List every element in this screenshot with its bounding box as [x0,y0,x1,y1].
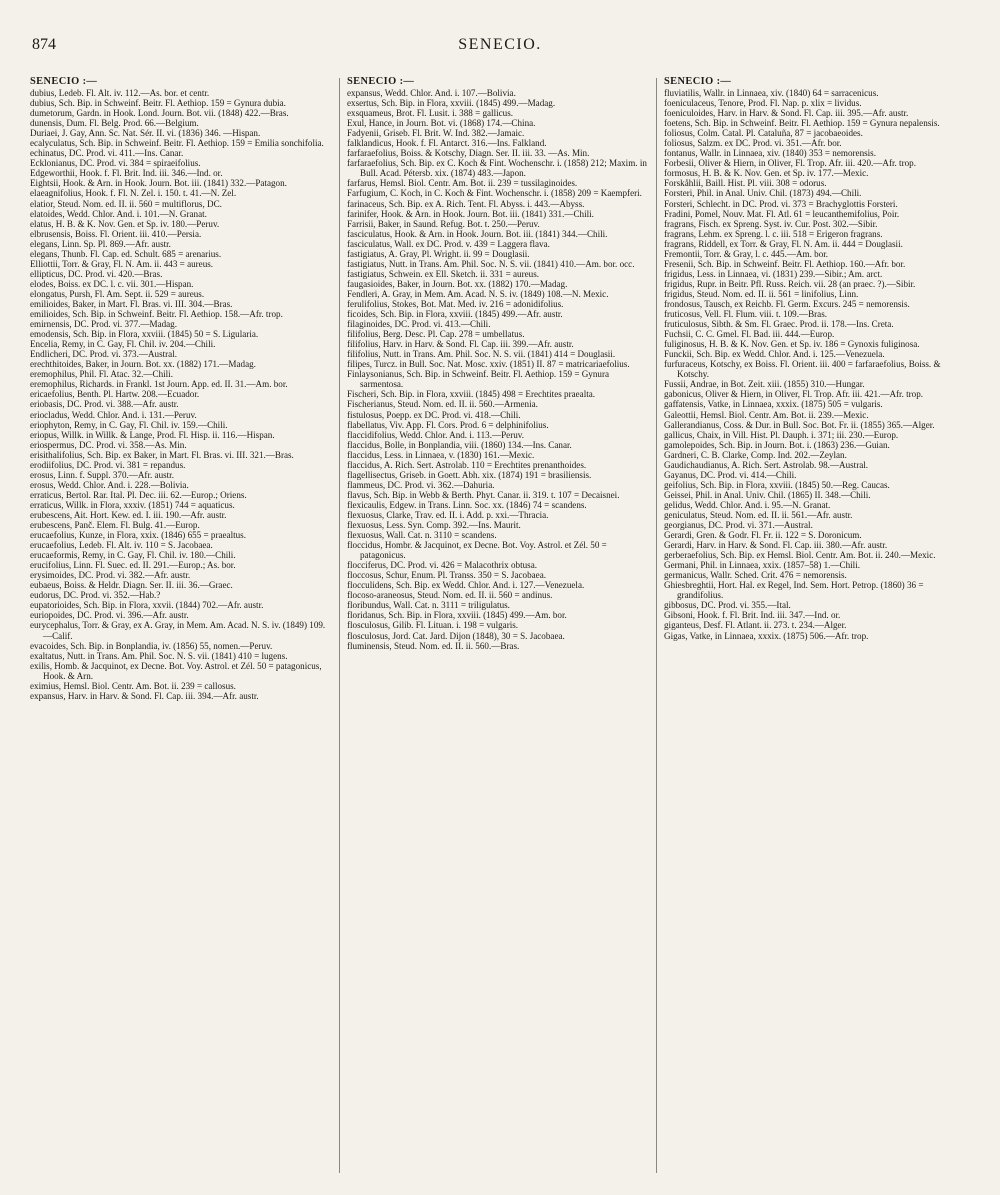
index-entry: fragrans, Riddell, ex Torr. & Gray, Fl. N. Am. ii. 444 = Douglasii. [664,238,903,249]
index-entry: Exul, Hance, in Journ. Bot. vi. (1868) 174.—China. [347,118,536,129]
index-entry: Eightsii, Hook. & Arn. in Hook. Journ. Bot. iii. (1841) 332.—Patagon. [30,178,287,189]
index-entry: gerberaefolius, Sch. Bip. ex Hemsl. Biol. Centr. Am. Bot. ii. 240.—Mexic. [664,550,936,561]
index-entry: Forsteri, Schlecht. in DC. Prod. vi. 373 = Brachyglottis Forsteri. [664,198,898,209]
index-entry: Endlicheri, DC. Prod. vi. 373.—Austral. [30,349,178,360]
index-columns [30,76,970,1181]
index-entry: foetens, Sch. Bip. in Schweinf. Beitr. Fl. Aethiop. 159 = Gynura nepalensis. [664,118,940,129]
index-entry: frondosus, Tausch, ex Reichb. Fl. Germ. Excurs. 245 = nemorensis. [664,298,910,309]
index-entry: fasciculatus, Wall. ex DC. Prod. v. 439 = Laggera flava. [347,238,550,249]
index-entry: fastigiatus, Schwein. ex Ell. Sketch. ii. 331 = aureus. [347,268,540,279]
index-entry: erucaefolius, Ledeb. Fl. Alt. iv. 110 = S. Jacobaea. [30,540,213,551]
index-entry: Farfugium, C. Koch, in C. Koch & Fint. Wochenschr. i. (1858) 209 = Kaempferi. [347,188,642,199]
index-entry: Edgeworthii, Hook. f. Fl. Brit. Ind. iii. 346.—Ind. or. [30,168,223,179]
index-entry: flexicaulis, Edgew. in Trans. Linn. Soc. xx. (1846) 74 = scandens. [347,499,587,510]
index-entry: elegans, Linn. Sp. Pl. 869.—Afr. austr. [30,238,171,249]
index-entry: erubescens, Ait. Hort. Kew. ed. I. iii. 190.—Afr. austr. [30,509,227,520]
index-entry: exaltatus, Nutt. in Trans. Am. Phil. Soc. N. S. vii. (1841) 410 = lugens. [30,650,288,661]
index-entry: erosus, Wedd. Chlor. And. i. 228.—Bolivia. [30,479,189,490]
index-entry: emilioides, Sch. Bip. in Schweinf. Beitr. Fl. Aethiop. 158.—Afr. trop. [30,309,283,320]
index-entry: frigidus, Less. in Linnaea, vi. (1831) 239.—Sibir.; Am. arct. [664,268,883,279]
index-entry: faugasioides, Baker, in Journ. Bot. xx. (1882) 170.—Madag. [347,278,568,289]
index-entry: flexuosus, Clarke, Trav. ed. II. i. Add. p. xxi.—Thracia. [347,509,549,520]
index-entry: foeniculaceus, Tenore, Prod. Fl. Nap. p. xlix = lividus. [664,98,862,109]
index-entry: Galeottii, Hemsl. Biol. Centr. Am. Bot. ii. 239.—Mexic. [664,409,869,420]
index-entry: Encelia, Remy, in C. Gay, Fl. Chil. iv. 204.—Chili. [30,339,216,350]
index-entry: eriopus, Willk. in Willk. & Lange, Prod. Fl. Hisp. ii. 116.—Hispan. [30,429,275,440]
index-entry: dubius, Sch. Bip. in Schweinf. Beitr. Fl. Aethiop. 159 = Gynura dubia. [30,98,286,109]
index-entry: filifolius, Nutt. in Trans. Am. Phil. Soc. N. S. vii. (1841) 414 = Douglasii. [347,349,616,360]
index-entry: elatior, Steud. Nom. ed. II. ii. 560 = multiflorus, DC. [30,198,222,209]
index-entry: flabellatus, Viv. App. Fl. Cors. Prod. 6 = delphinifolius. [347,419,549,430]
column-divider [339,78,340,1173]
index-entry: eriospermus, DC. Prod. vi. 358.—As. Min. [30,439,187,450]
column-3 [664,76,964,1181]
column-1 [30,76,330,1181]
index-entry: foliosus, Salzm. ex DC. Prod. vi. 351.—Afr. bor. [664,138,842,149]
index-entry: farinaceus, Sch. Bip. ex A. Rich. Tent. Fl. Abyss. i. 443.—Abyss. [347,198,585,209]
index-entry: Forsteri, Phil. in Anal. Univ. Chil. (1873) 494.—Chili. [664,188,862,199]
index-entry: filipes, Turcz. in Bull. Soc. Nat. Mosc. xxiv. (1851) II. 87 = matricariaefolius. [347,359,630,370]
index-entry: exilis, Homb. & Jacquinot, ex Decne. Bot. Voy. Astrol. et Zél. 50 = patagonicus, Hook. & Arn. [30,660,322,681]
index-entry: fontanus, Wallr. in Linnaea, xiv. (1840) 353 = nemorensis. [664,148,876,159]
index-entry: elodes, Boiss. ex DC. l. c. vii. 301.—Hispan. [30,278,194,289]
index-entry: Ecklonianus, DC. Prod. vi. 384 = spiraeifolius. [30,158,201,169]
index-entry: Farrisii, Baker, in Saund. Refug. Bot. t. 250.—Peruv. [347,218,540,229]
index-entry: fluminensis, Steud. Nom. ed. II. ii. 560.—Bras. [347,640,520,651]
index-entry: gamolepoides, Sch. Bip. in Journ. Bot. i. (1863) 236.—Guian. [664,439,890,450]
index-entry: flammeus, DC. Prod. vi. 362.—Dahuria. [347,479,495,490]
index-entry: Gayanus, DC. Prod. vi. 414.—Chili. [664,469,797,480]
index-entry: gelidus, Wedd. Chlor. And. i. 95.—N. Granat. [664,499,831,510]
index-entry: foliosus, Colm. Catal. Pl. Cataluña, 87 = jacobaeoides. [664,128,863,139]
index-entry: ericaefolius, Benth. Pl. Hartw. 208.—Ecuador. [30,389,200,400]
index-entry: dunensis, Dum. Fl. Belg. Prod. 66.—Belgium. [30,118,199,129]
index-entry: Fremontii, Torr. & Gray, l. c. 445.—Am. bor. [664,248,829,259]
index-entry: erodiifolius, DC. Prod. vi. 381 = repandus. [30,459,186,470]
index-entry: Forskåhlii, Baill. Hist. Pl. viii. 308 = odorus. [664,178,827,189]
index-entry: ecalyculatus, Sch. Bip. in Schweinf. Beitr. Fl. Aethiop. 159 = Emilia sonchifolia. [30,138,324,149]
index-entry: eriobasis, DC. Prod. vi. 388.—Afr. austr. [30,399,179,410]
index-entry: fluviatilis, Wallr. in Linnaea, xiv. (1840) 64 = sarracenicus. [664,88,879,98]
index-entry: Fendleri, A. Gray, in Mem. Am. Acad. N. S. iv. (1849) 108.—N. Mexic. [347,288,609,299]
index-entry: flocciferus, DC. Prod. vi. 426 = Malacothrix obtusa. [347,560,538,571]
index-entry: eremophilus, Richards. in Frankl. 1st Journ. App. ed. II. 31.—Am. bor. [30,379,288,390]
index-entry: giganteus, Desf. Fl. Atlant. ii. 273. t. 234.—Alger. [664,620,847,631]
index-entry: dumetorum, Gardn. in Hook. Lond. Journ. Bot. vii. (1848) 422.—Bras. [30,108,289,119]
page-number: 874 [32,36,56,53]
index-entry: eximius, Hemsl. Biol. Centr. Am. Bot. ii. 239 = callosus. [30,680,236,691]
index-entry: farfarus, Hemsl. Biol. Centr. Am. Bot. ii. 239 = tussilaginoides. [347,178,578,189]
index-entry: elaeagnifolius, Hook. f. Fl. N. Zel. i. 150. t. 41.—N. Zel. [30,188,237,199]
index-entry: flaccidus, Bolle, in Bonplandia, viii. (1860) 134.—Ins. Canar. [347,439,572,450]
index-entry: ficoides, Sch. Bip. in Flora, xxviii. (1845) 499.—Afr. austr. [347,309,563,320]
index-entry: floccidus, Hombr. & Jacquinot, ex Decne. Bot. Voy. Astrol. et Zél. 50 = patagonicus. [347,540,607,561]
index-entry: erraticus, Willk. in Flora, xxxiv. (1851) 744 = aquaticus. [30,499,235,510]
index-entry: gallicus, Chaix, in Vill. Hist. Pl. Dauph. i. 371; iii. 230.—Europ. [664,429,899,440]
index-entry: Gardneri, C. B. Clarke, Comp. Ind. 202.—Zeylan. [664,449,847,460]
index-entry: gabonicus, Oliver & Hiern, in Oliver, Fl. Trop. Afr. iii. 421.—Afr. trop. [664,389,924,400]
index-entry: erubescens, Panč. Elem. Fl. Bulg. 41.—Europ. [30,520,200,531]
index-entry: furfuraceus, Kotschy, ex Boiss. Fl. Orient. iii. 400 = farfaraefolius, Boiss. & Kotschy. [664,359,941,380]
index-entry: Gerardi, Gren. & Godr. Fl. Fr. ii. 122 = S. Doronicum. [664,530,862,541]
index-entry: euriopoides, DC. Prod. vi. 396.—Afr. austr. [30,610,189,621]
index-entry: Funckii, Sch. Bip. ex Wedd. Chlor. And. i. 125.—Venezuela. [664,349,885,360]
index-entry: eurycephalus, Torr. & Gray, ex A. Gray, in Mem. Am. Acad. N. S. iv. (1849) 109.—Calif. [30,620,326,641]
index-entry: elatoides, Wedd. Chlor. And. i. 101.—N. Granat. [30,208,207,219]
index-entry: Geissei, Phil. in Anal. Univ. Chil. (1865) II. 348.—Chili. [664,489,871,500]
index-entry: Duriaei, J. Gay, Ann. Sc. Nat. Sér. II. vi. (1836) 346. —Hispan. [30,128,261,139]
index-entry: Fischeri, Sch. Bip. in Flora, xxviii. (1845) 498 = Erechtites praealta. [347,389,596,400]
index-entry: falklandicus, Hook. f. Fl. Antarct. 316.—Ins. Falkland. [347,138,547,149]
index-entry: foeniculoides, Harv. in Harv. & Sond. Fl. Cap. iii. 395.—Afr. austr. [664,108,909,119]
index-entry: elbrusensis, Boiss. Fl. Orient. iii. 410.—Persia. [30,228,202,239]
index-entry: gibbosus, DC. Prod. vi. 355.—Ital. [664,600,791,611]
index-entry: eriocladus, Wedd. Chlor. And. i. 131.—Peruv. [30,409,197,420]
index-entry: Gaudichaudianus, A. Rich. Sert. Astrolab. 98.—Austral. [664,459,869,470]
index-entry: erosus, Linn. f. Suppl. 370.—Afr. austr. [30,469,174,480]
index-entry: eupatorioides, Sch. Bip. in Flora, xxvii. (1844) 702.—Afr. austr. [30,600,264,611]
index-entry: farinifer, Hook. & Arn. in Hook. Journ. Bot. iii. (1841) 331.—Chili. [347,208,594,219]
index-entry: erucaefolius, Kunze, in Flora, xxix. (1846) 655 = praealtus. [30,530,246,541]
index-entry: Elliottii, Torr. & Gray, Fl. N. Am. ii. 443 = aureus. [30,258,214,269]
index-entry: fistulosus, Poepp. ex DC. Prod. vi. 418.—Chili. [347,409,521,420]
index-entry: floribundus, Wall. Cat. n. 3111 = triligulatus. [347,600,510,611]
index-entry: expansus, Harv. in Harv. & Sond. Fl. Cap. iii. 394.—Afr. austr. [30,690,259,701]
column-heading: SENECIO :— [30,76,98,87]
index-entry: georgianus, DC. Prod. vi. 371.—Austral. [664,520,813,531]
index-entry: Fussii, Andrae, in Bot. Zeit. xiii. (1855) 310.—Hungar. [664,379,865,390]
index-entry: farfaraefolius, Sch. Bip. ex C. Koch & Fint. Wochenschr. i. (1858) 212; Maxim. in Bull. Acad. Pétersb. xix. (1874) 483.—Japon. [347,158,647,179]
index-entry: fruticosus, Vell. Fl. Flum. viii. t. 109.—Bras. [664,309,828,320]
index-entry: ellipticus, DC. Prod. vi. 420.—Bras. [30,268,163,279]
index-entry: erysimoides, DC. Prod. vi. 382.—Afr. austr. [30,570,191,581]
index-entry: eubaeus, Boiss. & Heldr. Diagn. Ser. II. iii. 36.—Graec. [30,580,233,591]
index-entry: emodensis, Sch. Bip. in Flora, xxviii. (1845) 50 = S. Ligularia. [30,329,259,340]
index-entry: geifolius, Sch. Bip. in Flora, xxviii. (1845) 50.—Reg. Caucas. [664,479,890,490]
index-entry: fastigiatus, A. Gray, Pl. Wright. ii. 99 = Douglasii. [347,248,530,259]
index-entry: erechthitoides, Baker, in Journ. Bot. xx. (1882) 171.—Madag. [30,359,256,370]
column-heading: SENECIO :— [347,76,415,87]
index-entry: elegans, Thunb. Fl. Cap. ed. Schult. 685 = arenarius. [30,248,222,259]
index-entry: floridanus, Sch. Bip. in Flora, xxviii. (1845) 499.—Am. bor. [347,610,567,621]
index-entry: flaccidifolius, Wedd. Chlor. And. i. 113.—Peruv. [347,429,524,440]
index-entry: elatus, H. B. & K. Nov. Gen. et Sp. iv. 180.—Peruv. [30,218,220,229]
page-header [30,36,970,58]
index-entry: flexuosus, Less. Syn. Comp. 392.—Ins. Maurit. [347,520,521,531]
index-entry: emirnensis, DC. Prod. vi. 377.—Madag. [30,319,178,330]
index-entry: farfaraefolius, Boiss. & Kotschy, Diagn. Ser. II. iii. 33. —As. Min. [347,148,590,159]
index-entry: Fradini, Pomel, Nouv. Mat. Fl. Atl. 61 = leucanthemifolius, Poir. [664,208,900,219]
index-entry: Fadyenii, Griseb. Fl. Brit. W. Ind. 382.—Jamaic. [347,128,525,139]
index-entry: formosus, H. B. & K. Nov. Gen. et Sp. iv. 177.—Mexic. [664,168,869,179]
index-entry: Gerardi, Harv. in Harv. & Sond. Fl. Cap. iii. 380.—Afr. austr. [664,540,888,551]
index-entry: flocculidens, Sch. Bip. ex Wedd. Chlor. And. i. 127.—Venezuela. [347,580,585,591]
index-entry: echinatus, DC. Prod. vi. 411.—Ins. Canar. [30,148,184,159]
index-entry: emilioides, Baker, in Mart. Fl. Bras. vi. III. 304.—Bras. [30,298,233,309]
column-divider [656,78,657,1173]
index-entry: exsquameus, Brot. Fl. Lusit. i. 388 = gallicus. [347,108,514,119]
index-entry: frigidus, Steud. Nom. ed. II. ii. 561 = linifolius, Linn. [664,288,859,299]
index-entry: Fresenii, Sch. Bip. in Schweinf. Beitr. Fl. Aethiop. 160.—Afr. bor. [664,258,906,269]
index-entry: flavus, Sch. Bip. in Webb & Berth. Phyt. Canar. ii. 319. t. 107 = Decaisnei. [347,489,620,500]
index-entry: Finlaysonianus, Sch. Bip. in Schweinf. Beitr. Fl. Aethiop. 159 = Gynura sarmentosa. [347,369,610,390]
index-entry: Gigas, Vatke, in Linnaea, xxxix. (1875) 506.—Afr. trop. [664,630,869,641]
index-entry: erraticus, Bertol. Rar. Ital. Pl. Dec. iii. 62.—Europ.; Oriens. [30,489,247,500]
column-2 [347,76,647,1181]
index-entry: germanicus, Wallr. Sched. Crit. 476 = nemorensis. [664,570,847,581]
index-entry: Fischerianus, Steud. Nom. ed. II. ii. 560.—Armenia. [347,399,538,410]
index-entry: eremophilus, Phil. Fl. Atac. 32.—Chili. [30,369,173,380]
index-entry: flaccidus, A. Rich. Sert. Astrolab. 110 = Erechtites prenanthoides. [347,459,587,470]
index-entry: geniculatus, Steud. Nom. ed. II. ii. 561.—Afr. austr. [664,509,853,520]
index-entry: fragrans, Lehm. ex Spreng. l. c. iii. 518 = Erigeron fragrans. [664,228,883,239]
index-entry: eriophyton, Remy, in C. Gay, Fl. Chil. iv. 159.—Chili. [30,419,228,430]
index-entry: filifolius, Harv. in Harv. & Sond. Fl. Cap. iii. 399.—Afr. austr. [347,339,574,350]
index-entry: fruticulosus, Sibth. & Sm. Fl. Graec. Prod. ii. 178.—Ins. Creta. [664,319,894,330]
index-entry: Gallerandianus, Coss. & Dur. in Bull. Soc. Bot. Fr. ii. (1855) 365.—Alger. [664,419,935,430]
index-entry: evacoides, Sch. Bip. in Bonplandia, iv. (1856) 55, nomen.—Peruv. [30,640,273,651]
index-entry: flosculosus, Gilib. Fl. Lituan. i. 198 = vulgaris. [347,620,519,631]
index-entry: expansus, Wedd. Chlor. And. i. 107.—Bolivia. [347,88,516,98]
index-entry: flagellisectus, Griseb. in Goett. Abh. xix. (1874) 191 = brasiliensis. [347,469,592,480]
index-entry: erisithalifolius, Sch. Bip. ex Baker, in Mart. Fl. Bras. vi. III. 321.—Bras. [30,449,294,460]
index-entry: fragrans, Fisch. ex Spreng. Syst. iv. Cur. Post. 302.—Sibir. [664,218,878,229]
index-entry: ferulifolius, Stokes, Bot. Mat. Med. iv. 216 = adonidifolius. [347,298,564,309]
index-entry: frigidus, Rupr. in Beitr. Pfl. Russ. Reich. vii. 28 (an praec. ?).—Sibir. [664,278,916,289]
index-entry: fasciculatus, Hook. & Arn. in Hook. Journ. Bot. iii. (1841) 344.—Chili. [347,228,608,239]
index-entry: Germani, Phil. in Linnaea, xxix. (1857–58) 1.—Chili. [664,560,860,571]
index-entry: flexuosus, Wall. Cat. n. 3110 = scandens. [347,530,497,541]
index-entry: Ghiesbreghtii, Hort. Hal. ex Regel, Ind. Sem. Hort. Petrop. (1860) 36 = grandifolius. [664,580,924,601]
index-entry: exsertus, Sch. Bip. in Flora, xxviii. (1845) 499.—Madag. [347,98,556,109]
index-entry: dubius, Ledeb. Fl. Alt. iv. 112.—As. bor. et centr. [30,88,210,98]
index-entry: flosculosus, Jord. Cat. Jard. Dijon (1848), 30 = S. Jacobaea. [347,630,565,641]
index-entry: Forbesii, Oliver & Hiern, in Oliver, Fl. Trop. Afr. iii. 420.—Afr. trop. [664,158,916,169]
index-entry: flocoso-araneosus, Steud. Nom. ed. II. ii. 560 = andinus. [347,590,553,601]
index-entry: fuliginosus, H. B. & K. Nov. Gen. et Sp. iv. 186 = Gynoxis fuliginosa. [664,339,920,350]
index-entry: floccosus, Schur, Enum. Pl. Transs. 350 = S. Jacobaea. [347,570,547,581]
index-entry: erucifolius, Linn. Fl. Suec. ed. II. 291.—Europ.; As. bor. [30,560,236,571]
index-entry: flaccidus, Less. in Linnaea, v. (1830) 161.—Mexic. [347,449,535,460]
index-entry: gaffatensis, Vatke, in Linnaea, xxxix. (1875) 505 = vulgaris. [664,399,883,410]
index-entry: Fuchsii, C. C. Gmel. Fl. Bad. iii. 444.—Europ. [664,329,835,340]
index-entry: filaginoides, DC. Prod. vi. 413.—Chili. [347,319,491,330]
index-entry: elongatus, Pursh, Fl. Am. Sept. ii. 529 = aureus. [30,288,205,299]
index-entry: fastigiatus, Nutt. in Trans. Am. Phil. Soc. N. S. vii. (1841) 410.—Am. bor. occ. [347,258,635,269]
running-head: SENECIO. [458,36,542,53]
index-entry: Gibsoni, Hook. f. Fl. Brit. Ind. iii. 347.—Ind. or. [664,610,841,621]
index-entry: erucaeformis, Remy, in C. Gay, Fl. Chil. iv. 180.—Chili. [30,550,236,561]
column-heading: SENECIO :— [664,76,732,87]
index-entry: eudorus, DC. Prod. vi. 352.—Hab.? [30,590,161,601]
index-entry: filifolius, Berg. Desc. Pl. Cap. 278 = umbellatus. [347,329,525,340]
